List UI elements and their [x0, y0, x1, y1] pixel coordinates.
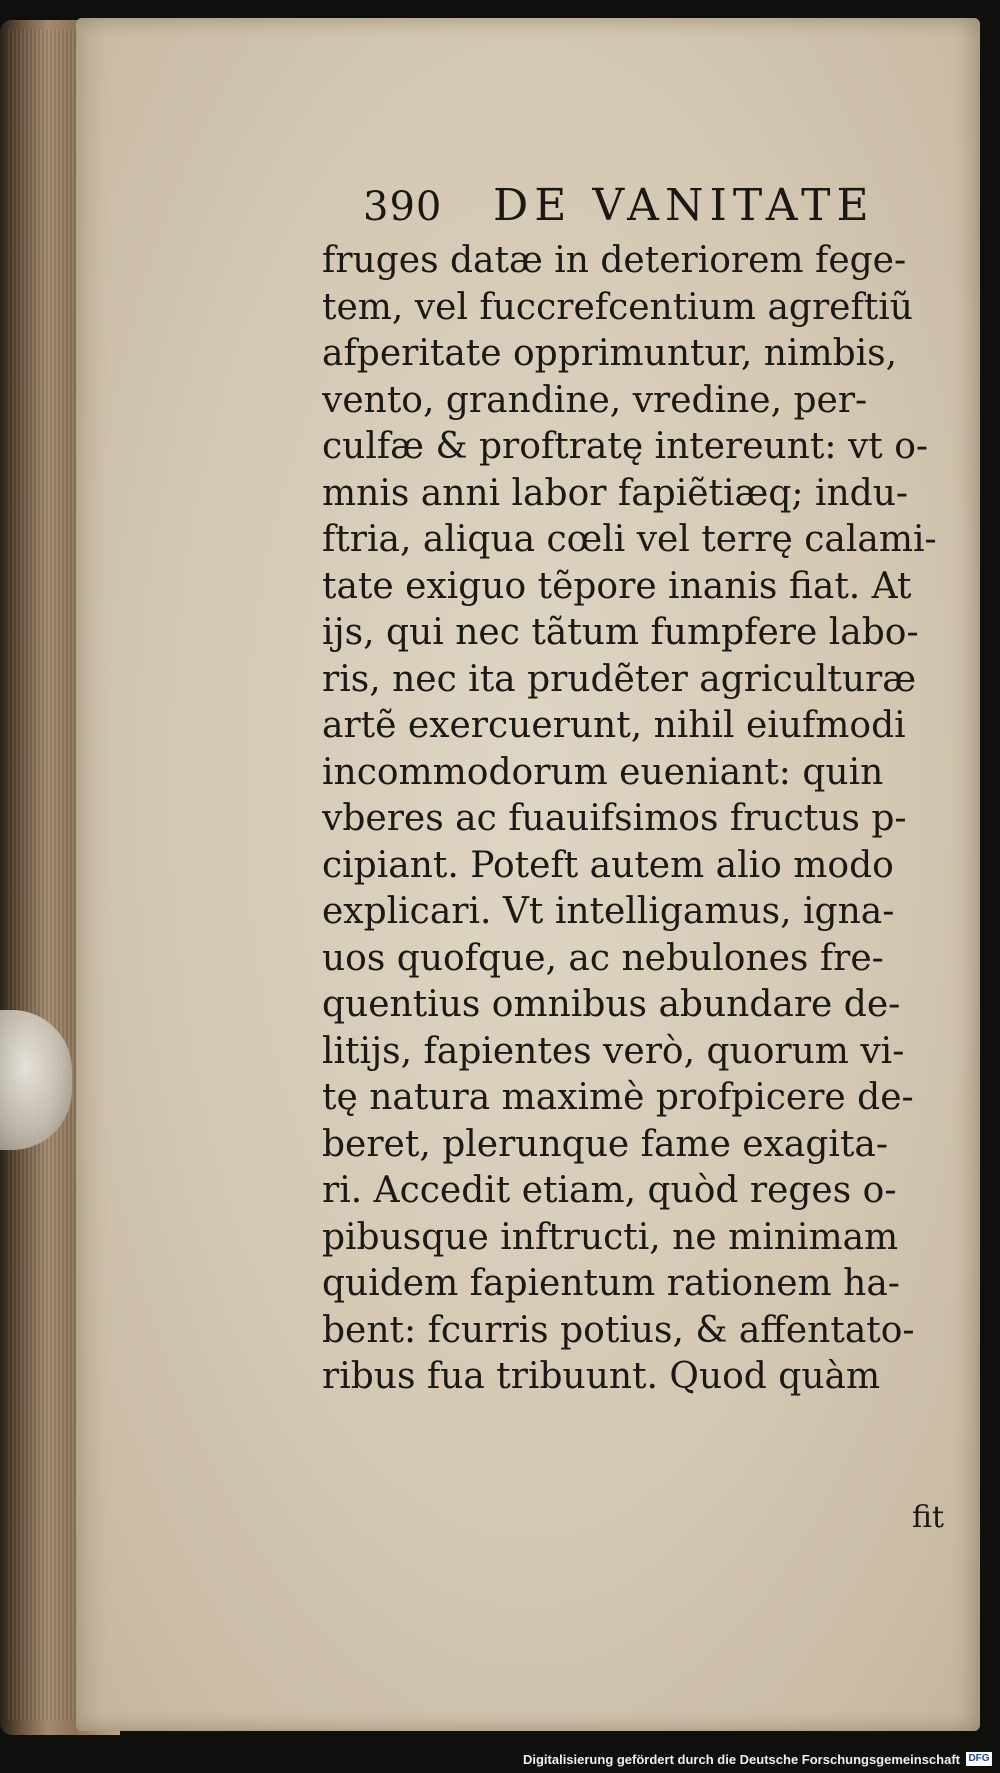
funding-credit: Digitalisierung gefördert durch die Deutsche Forschungsgemeinschaft: [522, 1752, 960, 1767]
footer-bar: [0, 1748, 1000, 1773]
text-line: mnis anni labor fapiẽtiæq; indu-: [322, 472, 909, 514]
text-line: afperitate opprimuntur, nimbis,: [322, 333, 898, 374]
text-line: culfæ & proftratę intereunt: vt o-: [322, 426, 929, 467]
text-line: tem, vel fuccrefcentium agreftiũ: [322, 286, 913, 328]
text-line: ris, nec ita prudẽter agriculturæ: [322, 658, 917, 700]
dfg-logo: DFG: [966, 1752, 992, 1766]
text-line: ri. Accedit etiam, quòd reges o-: [322, 1170, 897, 1211]
page-header: [363, 180, 883, 238]
text-line: fruges datæ in deteriorem fege-: [322, 240, 907, 281]
text-line: tate exiguo tẽpore inanis fiat. At: [322, 565, 912, 607]
text-line: quidem fapientum rationem ha-: [322, 1263, 900, 1304]
text-line: vento, grandine, vredine, per-: [322, 379, 868, 421]
text-line: explicari. Vt intelligamus, igna-: [322, 891, 895, 932]
text-line: vberes ac fuauifsimos fructus p-: [322, 798, 907, 839]
text-line: beret, plerunque fame exagita-: [322, 1123, 889, 1165]
catchword: fit: [912, 1500, 945, 1535]
body-text-block: [322, 238, 952, 1401]
text-line: ribus fua tribuunt. Quod quàm: [322, 1356, 881, 1397]
text-line: uos quofque, ac nebulones fre-: [322, 937, 884, 979]
page-number: 390: [363, 184, 443, 230]
text-line: bent: fcurris potius, & affentato-: [322, 1309, 915, 1351]
text-line: litijs, fapientes verò, quorum vi-: [322, 1030, 905, 1072]
text-line: artẽ exercuerunt, nihil eiufmodi: [322, 705, 906, 746]
text-line: ijs, qui nec tãtum fumpfere labo-: [322, 612, 919, 653]
running-head: DE VANITATE: [493, 180, 875, 231]
text-line: incommodorum eueniant: quin: [322, 751, 884, 793]
text-line: quentius omnibus abundare de-: [322, 984, 901, 1025]
text-line: pibusque inftructi, ne minimam: [322, 1216, 899, 1258]
text-line: cipiant. Poteft autem alio modo: [322, 844, 894, 886]
text-line: tę natura maximè profpicere de-: [322, 1077, 914, 1118]
text-line: ftria, aliqua cœli vel terrę calami-: [322, 519, 937, 560]
